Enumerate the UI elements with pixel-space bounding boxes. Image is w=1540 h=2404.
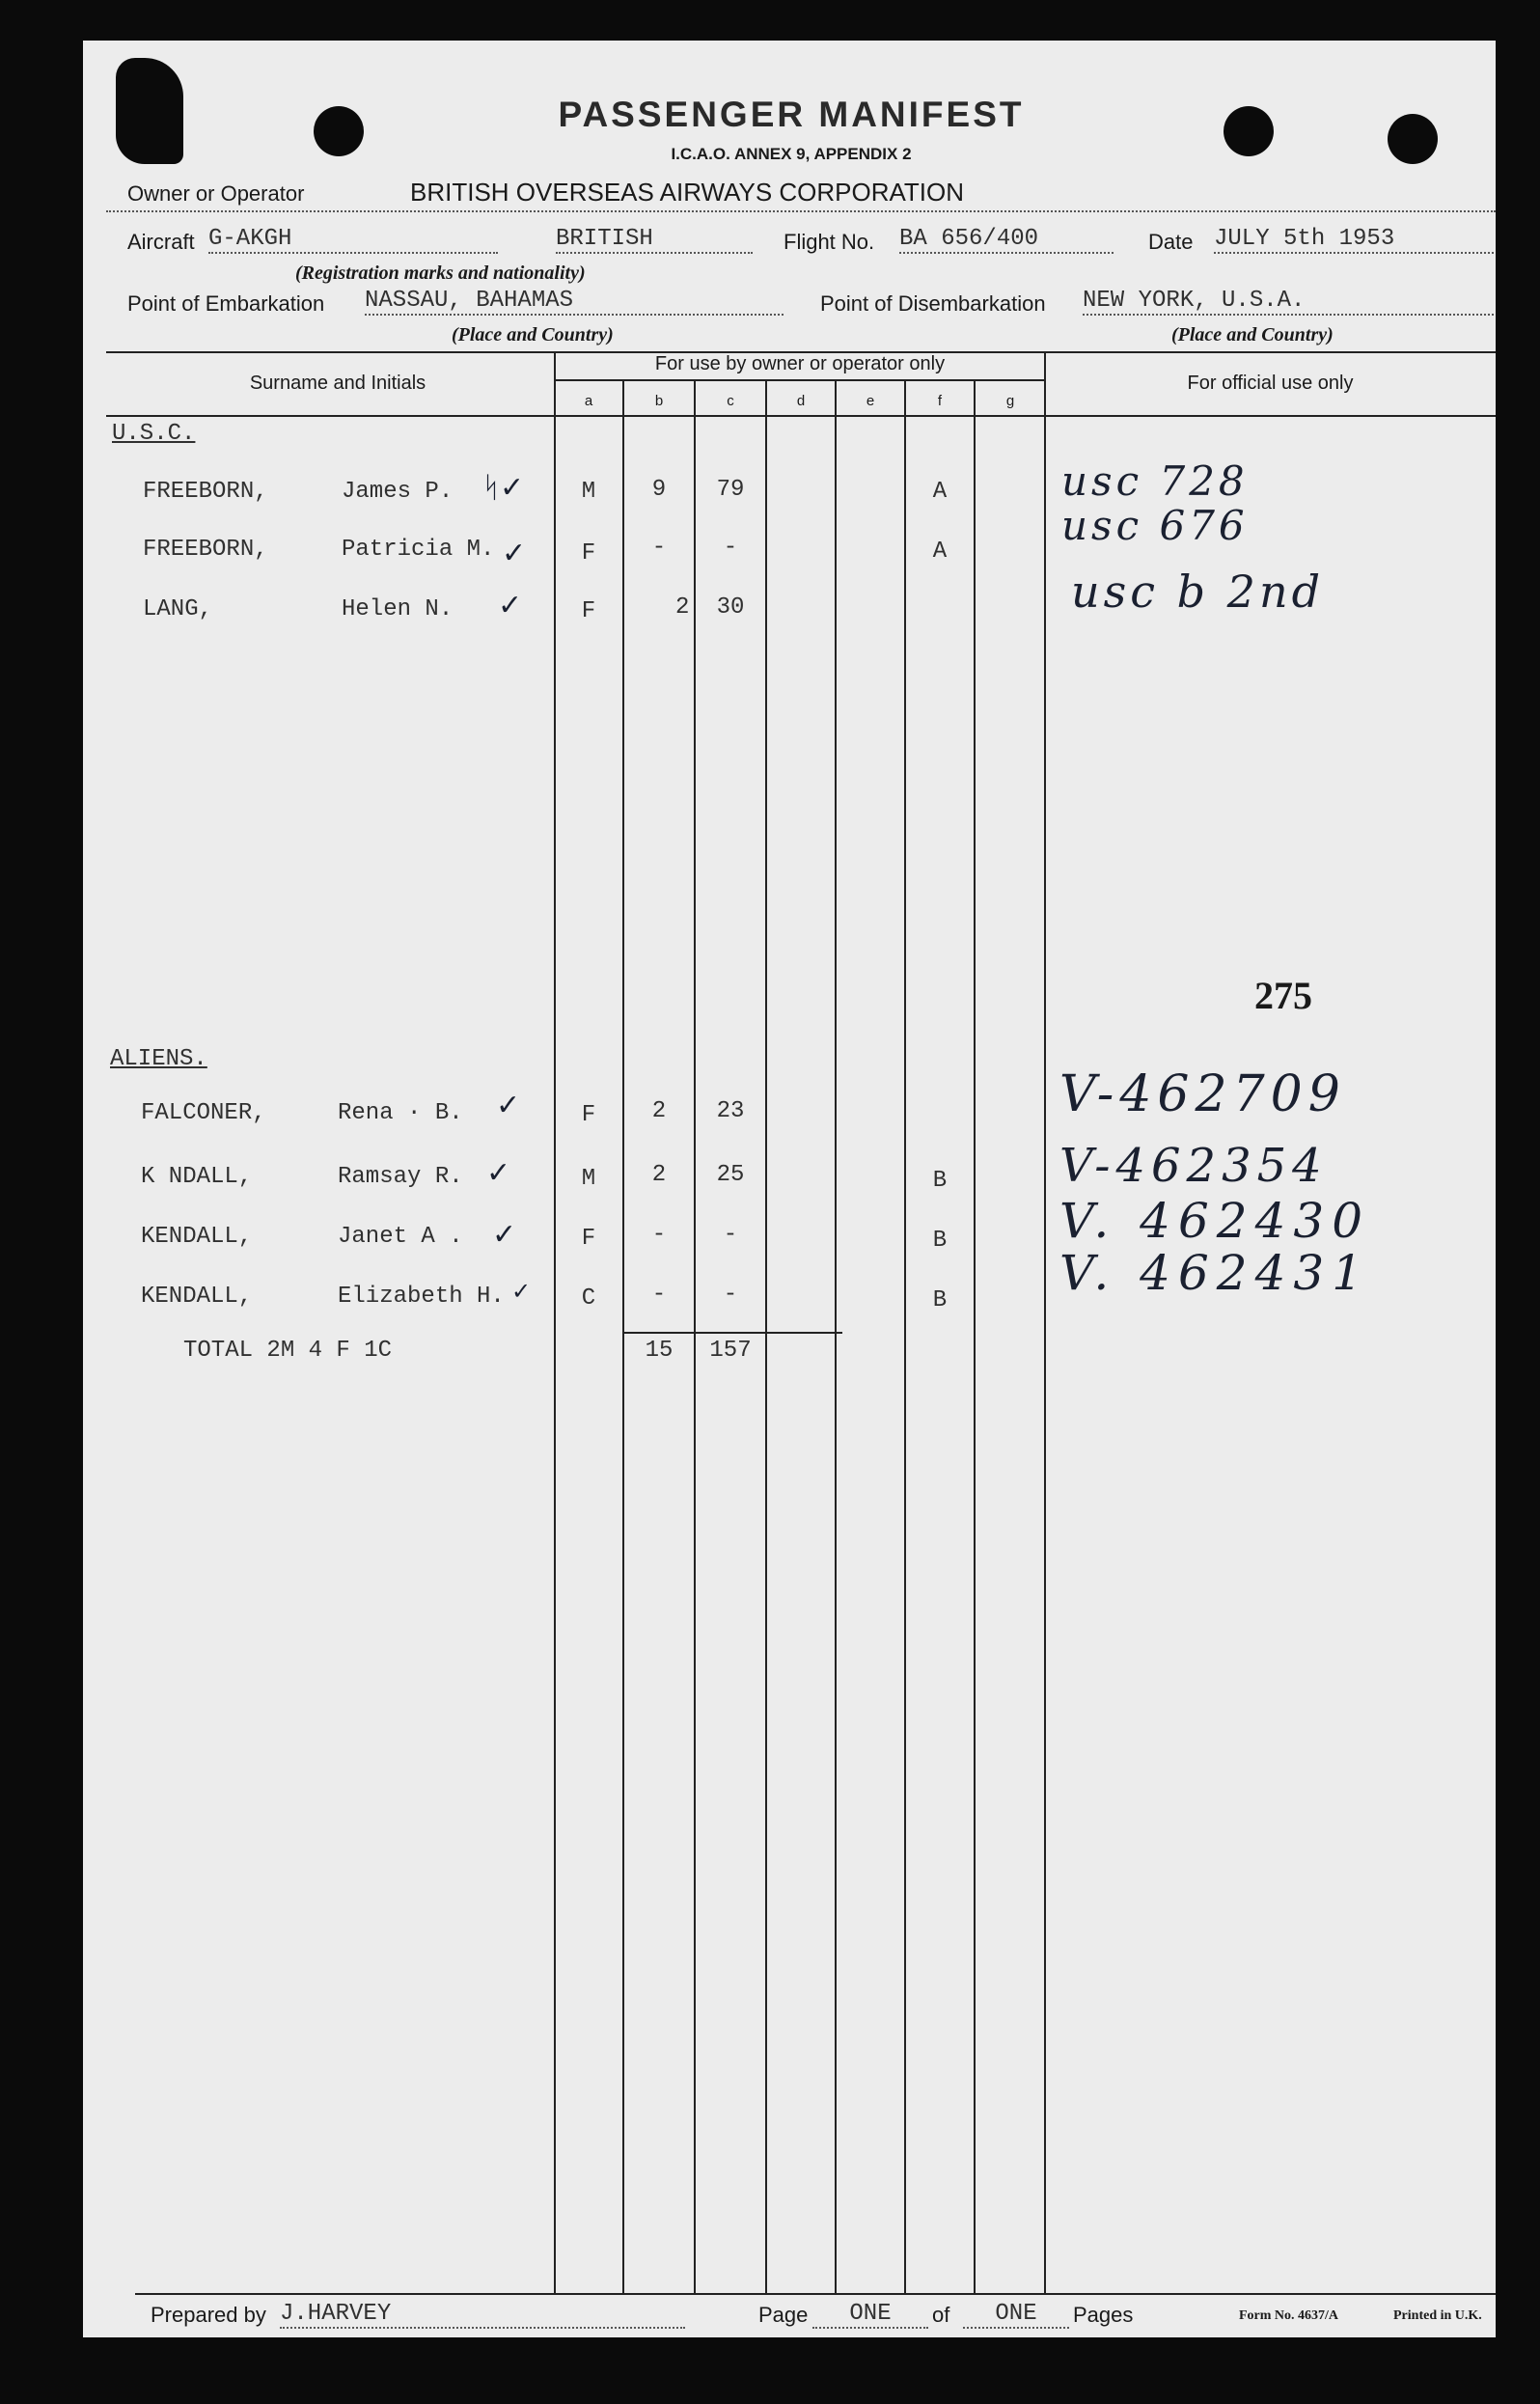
table-header-bottom-rule — [106, 415, 1496, 417]
alien-row3-official: V. 462430 — [1059, 1193, 1371, 1249]
date-value: JULY 5th 1953 — [1214, 226, 1494, 254]
flight-value: BA 656/400 — [899, 226, 1114, 254]
alien-row1-surname: FALCONER, — [141, 1100, 266, 1126]
alien-row1-official: V-462709 — [1059, 1065, 1346, 1123]
subcol-b: b — [654, 393, 664, 409]
alien-row2-f: B — [932, 1168, 948, 1194]
alien-row4-official: V. 462431 — [1059, 1245, 1371, 1301]
total-label: TOTAL 2M 4 F 1C — [183, 1338, 393, 1364]
embark-note: (Place and Country) — [452, 324, 614, 345]
checkmark-icon: ✓ — [496, 1089, 521, 1122]
col-rule-e — [835, 380, 837, 2293]
date-label: Date — [1148, 230, 1194, 254]
form-number: Form No. 4637/A — [1239, 2308, 1339, 2323]
punch-hole-right — [1388, 114, 1438, 164]
usc-row2-c: - — [723, 535, 738, 561]
alien-row2-official: V-462354 — [1059, 1139, 1328, 1193]
alien-row1-c: 23 — [716, 1098, 745, 1124]
col-rule-g — [974, 380, 976, 2293]
alien-row3-b: - — [651, 1222, 667, 1248]
surname-header: Surname and Initials — [249, 373, 426, 394]
disembark-note: (Place and Country) — [1171, 324, 1334, 345]
alien-row4-f: B — [932, 1287, 948, 1313]
usc-row2-surname: FREEBORN, — [143, 537, 268, 563]
prepared-value: J.HARVEY — [280, 2301, 685, 2329]
alien-row2-c: 25 — [716, 1162, 745, 1188]
alien-row3-c: - — [723, 1222, 738, 1248]
of-value: ONE — [963, 2301, 1069, 2329]
usc-row1-f: A — [932, 479, 948, 505]
alien-row1-initials: Rena · B. — [338, 1100, 463, 1126]
usc-row1-initials: James P. — [342, 479, 454, 505]
group-usc: U.S.C. — [112, 421, 196, 447]
alien-row4-c: - — [723, 1282, 738, 1308]
subcol-d: d — [796, 393, 806, 409]
owner-label: Owner or Operator — [127, 181, 305, 206]
alien-row3-a: F — [581, 1226, 596, 1252]
subcol-a: a — [584, 393, 593, 409]
usc-row3-c: 30 — [716, 594, 745, 621]
alien-row2-initials: Ramsay R. — [338, 1164, 463, 1190]
registration-note: (Registration marks and nationality) — [295, 263, 586, 284]
printed-in: Printed in U.K. — [1393, 2308, 1482, 2323]
aircraft-value: G-AKGH — [208, 226, 498, 254]
nationality-value: BRITISH — [556, 226, 753, 254]
aircraft-label: Aircraft — [127, 230, 195, 254]
operator-header: For use by owner or operator only — [654, 353, 946, 374]
page-label: Page — [758, 2303, 809, 2327]
usc-row2-b: - — [651, 535, 667, 561]
usc-row1-official: usc 728 — [1061, 457, 1249, 505]
group-aliens: ALIENS. — [110, 1046, 207, 1072]
col-rule-d — [765, 380, 767, 2293]
usc-row3-surname: LANG, — [143, 596, 213, 622]
alien-row3-initials: Janet A . — [338, 1224, 463, 1250]
form-title: PASSENGER MANIFEST — [558, 95, 1025, 134]
prepared-label: Prepared by — [151, 2303, 266, 2327]
embark-value: NASSAU, BAHAMAS — [365, 288, 784, 316]
flight-label: Flight No. — [784, 230, 875, 254]
stamp-number: 275 — [1254, 974, 1312, 1017]
subcol-f: f — [937, 393, 943, 409]
checkmark-icon: ᛋ✓ — [482, 471, 525, 505]
punch-hole-mid — [1224, 106, 1274, 156]
alien-row4-surname: KENDALL, — [141, 1284, 253, 1310]
usc-row3-b: 2 — [675, 594, 690, 621]
subcol-c: c — [727, 393, 734, 409]
checkmark-icon: ✓ — [511, 1278, 532, 1305]
alien-row2-a: M — [581, 1166, 596, 1192]
checkmark-icon: ✓ — [502, 537, 527, 570]
checkmark-icon: ✓ — [492, 1218, 517, 1252]
owner-rule — [106, 210, 1496, 212]
form-subtitle: I.C.A.O. ANNEX 9, APPENDIX 2 — [671, 145, 912, 163]
operator-header-rule — [555, 379, 1045, 381]
page-value: ONE — [812, 2301, 928, 2329]
alien-row3-surname: KENDALL, — [141, 1224, 253, 1250]
embark-label: Point of Embarkation — [127, 291, 325, 316]
col-rule-a — [554, 351, 556, 2293]
usc-row2-initials: Patricia M. — [342, 537, 495, 563]
checkmark-icon: ✓ — [498, 589, 523, 622]
usc-row2-a: F — [581, 540, 596, 566]
alien-row4-b: - — [651, 1282, 667, 1308]
total-b: 15 — [645, 1338, 674, 1364]
pages-label: Pages — [1073, 2303, 1134, 2327]
disembark-label: Point of Disembarkation — [820, 291, 1046, 316]
usc-row1-surname: FREEBORN, — [143, 479, 268, 505]
alien-row1-b: 2 — [651, 1098, 667, 1124]
total-c: 157 — [709, 1338, 752, 1364]
of-label: of — [932, 2303, 950, 2327]
checkmark-icon: ✓ — [486, 1156, 511, 1190]
usc-row1-a: M — [581, 479, 596, 505]
col-rule-b — [622, 380, 624, 2293]
official-header: For official use only — [1187, 373, 1354, 394]
col-rule-f — [904, 380, 906, 2293]
usc-row3-official: usc b 2nd — [1071, 566, 1325, 618]
usc-row1-b: 9 — [651, 477, 667, 503]
usc-row2-f: A — [932, 539, 948, 565]
col-rule-official — [1044, 351, 1046, 2293]
subcol-e: e — [866, 393, 875, 409]
subcol-g: g — [1005, 393, 1015, 409]
alien-row2-b: 2 — [651, 1162, 667, 1188]
usc-row1-c: 79 — [716, 477, 745, 503]
col-rule-c — [694, 380, 696, 2293]
alien-row2-surname: K NDALL, — [141, 1164, 253, 1190]
usc-row3-initials: Helen N. — [342, 596, 454, 622]
usc-row2-official: usc 676 — [1061, 502, 1249, 549]
total-rule — [622, 1332, 842, 1334]
alien-row3-f: B — [932, 1228, 948, 1254]
footer-rule — [135, 2293, 1496, 2295]
torn-corner — [116, 58, 183, 164]
alien-row1-a: F — [581, 1102, 596, 1128]
disembark-value: NEW YORK, U.S.A. — [1083, 288, 1494, 316]
alien-row4-initials: Elizabeth H. — [338, 1284, 505, 1310]
usc-row3-a: F — [581, 598, 596, 624]
owner-value: BRITISH OVERSEAS AIRWAYS CORPORATION — [410, 178, 965, 207]
alien-row4-a: C — [581, 1285, 596, 1312]
punch-hole-left — [314, 106, 364, 156]
